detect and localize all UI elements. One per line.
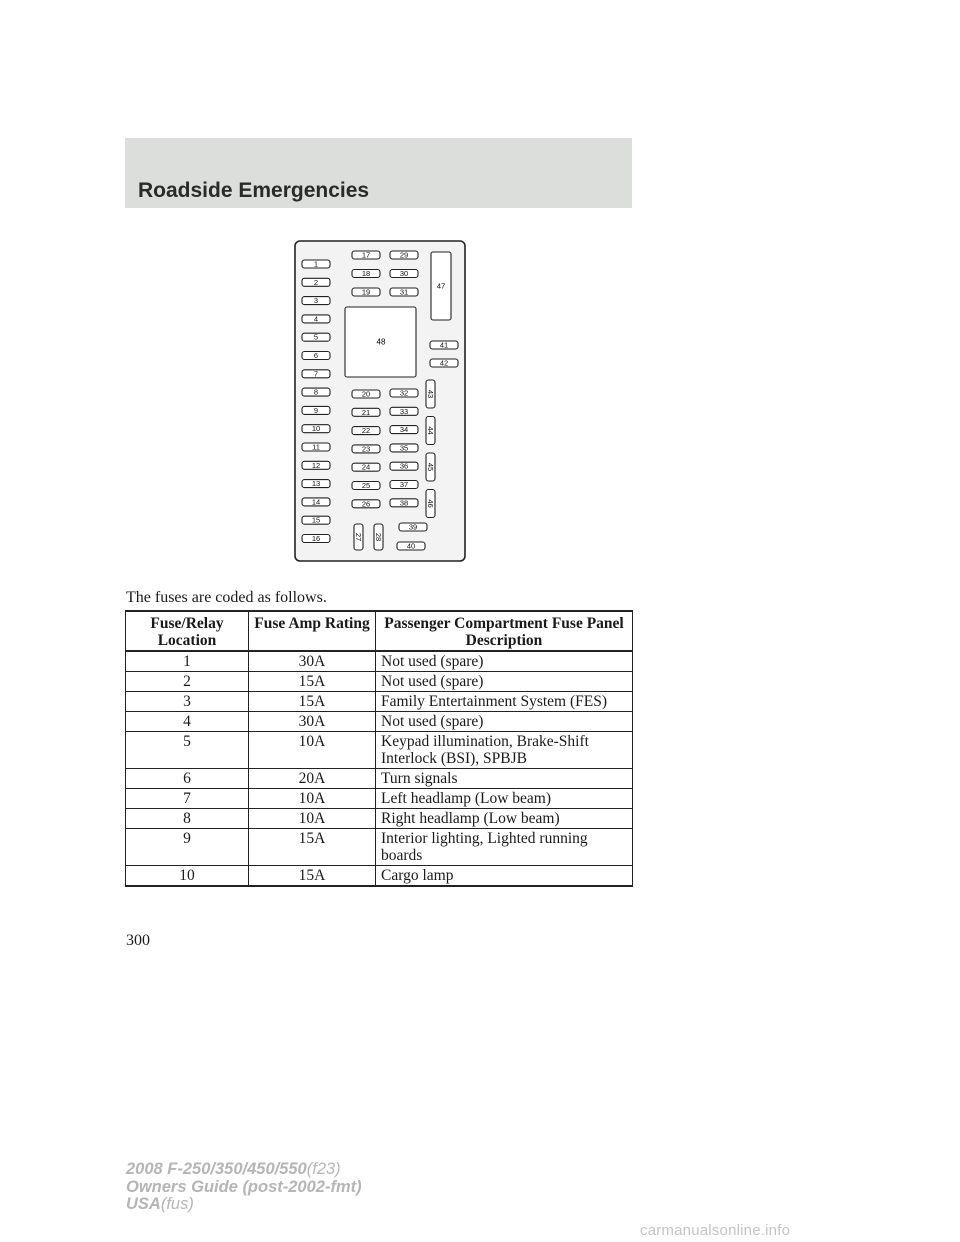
fuse-19 bbox=[352, 288, 380, 297]
cell-location: 7 bbox=[126, 789, 249, 809]
fuse-label: 13 bbox=[311, 479, 321, 489]
watermark: carmanualsonline.info bbox=[640, 1222, 791, 1239]
fuse-37 bbox=[390, 480, 418, 489]
cell-location: 8 bbox=[126, 809, 249, 829]
fuse-15 bbox=[302, 516, 330, 525]
cell-description: Family Entertainment System (FES) bbox=[376, 692, 633, 712]
page-number: 300 bbox=[126, 932, 150, 949]
relay-label: 48 bbox=[376, 337, 386, 347]
fuse-label: 37 bbox=[399, 480, 409, 489]
fuse-28 bbox=[374, 524, 383, 550]
document-footer bbox=[126, 1161, 362, 1214]
fuse-1 bbox=[302, 260, 330, 269]
fuse-22 bbox=[352, 426, 380, 435]
table-row bbox=[126, 672, 633, 692]
cell-description: Turn signals bbox=[376, 769, 633, 789]
fuse-40 bbox=[397, 542, 425, 551]
cell-amp-rating: 10A bbox=[249, 809, 376, 829]
fuse-label: 36 bbox=[399, 461, 409, 471]
fuse-38 bbox=[390, 498, 418, 507]
fuse-label: 4 bbox=[313, 314, 319, 324]
fuse-32 bbox=[390, 389, 418, 398]
fuse-label: 12 bbox=[311, 460, 321, 470]
fuse-label: 27 bbox=[354, 532, 363, 542]
cell-amp-rating: 15A bbox=[249, 672, 376, 692]
section-header bbox=[125, 138, 632, 208]
fuse-label: 39 bbox=[408, 522, 418, 532]
fuse-label: 18 bbox=[361, 269, 371, 278]
fuse-label: 21 bbox=[361, 407, 371, 417]
fuse-18 bbox=[352, 269, 380, 278]
fuse-label: 45 bbox=[426, 462, 435, 472]
fuse-44 bbox=[426, 417, 435, 445]
fuse-label: 17 bbox=[361, 250, 371, 260]
fuse-45 bbox=[426, 453, 435, 481]
cell-amp-rating: 30A bbox=[249, 651, 376, 672]
fuse-31 bbox=[390, 288, 418, 297]
fuse-13 bbox=[302, 479, 330, 488]
relay-label: 47 bbox=[436, 281, 446, 291]
fuse-17 bbox=[352, 251, 380, 260]
table-row bbox=[126, 651, 633, 672]
relay-48 bbox=[345, 307, 416, 377]
fuse-label: 40 bbox=[406, 541, 416, 551]
fuse-41 bbox=[430, 341, 458, 350]
cell-description: Right headlamp (Low beam) bbox=[376, 809, 633, 829]
fuse-5 bbox=[302, 333, 330, 342]
fuse-39 bbox=[399, 523, 427, 532]
table-row bbox=[126, 789, 633, 809]
fuse-3 bbox=[302, 296, 330, 305]
cell-location: 6 bbox=[126, 769, 249, 789]
fuse-label: 2 bbox=[313, 277, 319, 287]
fuse-label: 5 bbox=[313, 332, 319, 342]
cell-description: Cargo lamp bbox=[376, 866, 633, 887]
fuse-label: 31 bbox=[399, 287, 409, 297]
fuse-label: 42 bbox=[439, 358, 449, 368]
fuse-panel-diagram bbox=[294, 240, 466, 562]
fuse-label: 41 bbox=[439, 340, 449, 350]
fuse-label: 7 bbox=[313, 369, 319, 379]
cell-amp-rating: 15A bbox=[249, 866, 376, 887]
cell-amp-rating: 10A bbox=[249, 789, 376, 809]
fuse-label: 35 bbox=[399, 443, 409, 453]
fuse-36 bbox=[390, 462, 418, 471]
column-header-amp-rating: Fuse Amp Rating bbox=[249, 611, 376, 651]
footer-guide: Owners Guide (post-2002-fmt) bbox=[126, 1177, 362, 1196]
fuse-label: 20 bbox=[361, 389, 371, 399]
cell-description: Not used (spare) bbox=[376, 712, 633, 732]
fuse-43 bbox=[426, 380, 435, 408]
fuse-label: 43 bbox=[426, 389, 435, 399]
column-header-location: Fuse/Relay Location bbox=[126, 611, 249, 651]
fuse-label: 34 bbox=[399, 425, 409, 435]
table-row bbox=[126, 732, 633, 769]
fuse-8 bbox=[302, 388, 330, 397]
fuse-label: 23 bbox=[361, 444, 371, 454]
footer-model: 2008 F-250/350/450/550 bbox=[126, 1160, 307, 1178]
footer-line-2 bbox=[126, 1179, 362, 1197]
cell-amp-rating: 30A bbox=[249, 712, 376, 732]
relay-47 bbox=[431, 252, 451, 320]
fuse-4 bbox=[302, 314, 330, 323]
fuse-label: 15 bbox=[311, 515, 321, 525]
fuse-label: 16 bbox=[311, 534, 321, 543]
fuse-label: 30 bbox=[399, 269, 409, 278]
fuse-30 bbox=[390, 269, 418, 278]
fuse-label: 24 bbox=[361, 462, 371, 472]
fuse-29 bbox=[390, 251, 418, 260]
cell-location: 9 bbox=[126, 829, 249, 866]
fuse-panel-svg bbox=[294, 240, 466, 562]
footer-market-code: (fus) bbox=[160, 1195, 194, 1213]
intro-text: The fuses are coded as follows. bbox=[126, 589, 327, 606]
cell-description: Left headlamp (Low beam) bbox=[376, 789, 633, 809]
table-header-row bbox=[126, 611, 633, 651]
cell-amp-rating: 15A bbox=[249, 829, 376, 866]
cell-location: 5 bbox=[126, 732, 249, 769]
table-row bbox=[126, 692, 633, 712]
cell-description: Keypad illumination, Brake-Shift Interlock (BSI), SPBJB bbox=[376, 732, 633, 769]
cell-location: 2 bbox=[126, 672, 249, 692]
fuse-24 bbox=[352, 463, 380, 472]
table-row bbox=[126, 769, 633, 789]
footer-market: USA bbox=[126, 1195, 161, 1213]
table-row bbox=[126, 829, 633, 866]
fuse-12 bbox=[302, 461, 330, 470]
column-header-description: Passenger Compartment Fuse Panel Description bbox=[376, 611, 633, 651]
fuse-14 bbox=[302, 497, 330, 506]
fuse-26 bbox=[352, 499, 380, 508]
cell-amp-rating: 10A bbox=[249, 732, 376, 769]
cell-location: 10 bbox=[126, 866, 249, 887]
fuse-21 bbox=[352, 408, 380, 417]
cell-description: Interior lighting, Lighted running boards bbox=[376, 829, 633, 866]
cell-amp-rating: 20A bbox=[249, 769, 376, 789]
fuse-27 bbox=[354, 524, 363, 550]
fuse-35 bbox=[390, 443, 418, 452]
fuse-label: 32 bbox=[399, 388, 409, 398]
fuse-23 bbox=[352, 444, 380, 453]
fuse-label: 10 bbox=[311, 424, 321, 434]
section-title: Roadside Emergencies bbox=[138, 179, 370, 202]
fuse-label: 25 bbox=[361, 481, 371, 490]
fuse-label: 29 bbox=[399, 250, 409, 260]
fuse-2 bbox=[302, 278, 330, 287]
fuse-34 bbox=[390, 425, 418, 434]
fuse-33 bbox=[390, 407, 418, 416]
fuse-label: 22 bbox=[361, 426, 371, 436]
table-row bbox=[126, 712, 633, 732]
fuse-6 bbox=[302, 351, 330, 360]
fuse-11 bbox=[302, 443, 330, 452]
fuse-label: 1 bbox=[313, 259, 319, 269]
fuse-label: 38 bbox=[399, 498, 409, 508]
cell-description: Not used (spare) bbox=[376, 651, 633, 672]
fuse-label: 28 bbox=[374, 532, 383, 542]
fuse-25 bbox=[352, 481, 380, 490]
fuse-label: 46 bbox=[426, 499, 435, 508]
fuse-label: 14 bbox=[311, 497, 321, 507]
table-row bbox=[126, 809, 633, 829]
fuse-20 bbox=[352, 390, 380, 399]
fuse-label: 3 bbox=[313, 296, 319, 306]
fuse-label: 44 bbox=[426, 426, 435, 435]
fuse-label: 6 bbox=[313, 351, 319, 360]
fuse-label: 8 bbox=[313, 387, 319, 397]
fuse-46 bbox=[426, 490, 435, 518]
cell-location: 3 bbox=[126, 692, 249, 712]
fuse-7 bbox=[302, 369, 330, 378]
fuse-16 bbox=[302, 534, 330, 543]
fuse-table bbox=[125, 610, 633, 887]
fuse-label: 26 bbox=[361, 499, 371, 509]
fuse-10 bbox=[302, 424, 330, 433]
table-row bbox=[126, 866, 633, 887]
footer-model-code: (f23) bbox=[306, 1160, 341, 1178]
cell-description: Not used (spare) bbox=[376, 672, 633, 692]
footer-line-1 bbox=[126, 1161, 362, 1179]
footer-line-3 bbox=[126, 1196, 362, 1214]
fuse-label: 19 bbox=[361, 287, 371, 297]
cell-location: 4 bbox=[126, 712, 249, 732]
cell-amp-rating: 15A bbox=[249, 692, 376, 712]
fuse-42 bbox=[430, 359, 458, 368]
cell-location: 1 bbox=[126, 651, 249, 672]
fuse-9 bbox=[302, 406, 330, 415]
fuse-label: 9 bbox=[313, 405, 319, 415]
fuse-label: 11 bbox=[312, 442, 320, 452]
fuse-label: 33 bbox=[399, 406, 409, 416]
